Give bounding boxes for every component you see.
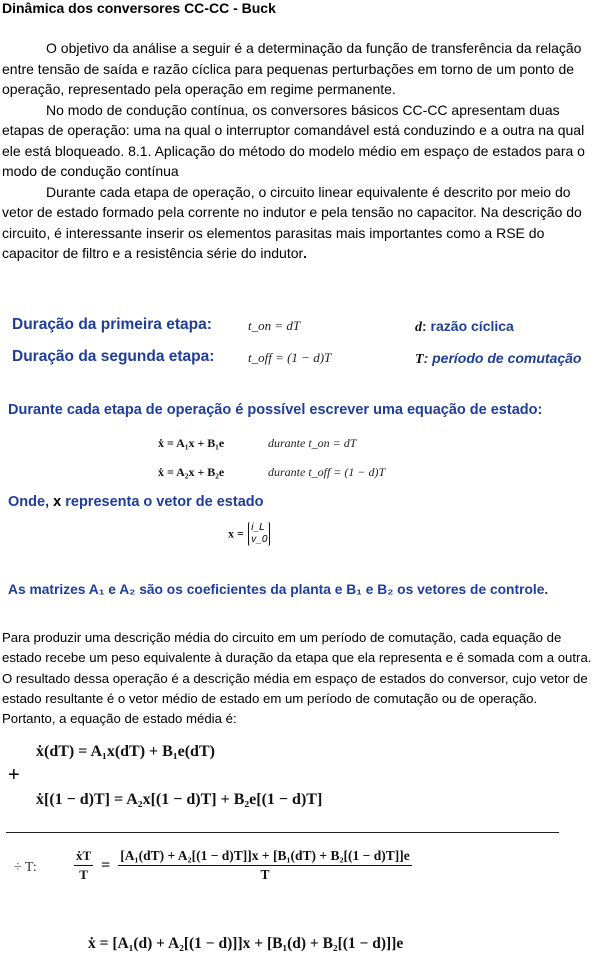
dur1-label: Duração da primeira etapa: — [12, 316, 212, 333]
divide-by-T-label: ÷ T: — [14, 860, 37, 875]
rhs-numerator: [A₁(dT) + A₂[(1 − d)T]]x + [B₁(dT) + B₂[(1 − d)T]]e — [118, 848, 411, 866]
paragraph-objective: O objetivo da análise a seguir é a determinação da função de transferência da relação entre tensão de saída e razão cíclica para pequenas perturbações em torno de um ponto de operação, representado pela operação em regime permanente. — [2, 40, 582, 97]
state-eq-1-condition: durante t_on = dT — [268, 436, 357, 450]
text-body — [2, 38, 592, 264]
rhs-fraction — [118, 848, 411, 883]
weighted-eq-2: ẋ[(1 − d)T] = A₂x[(1 − d)T] + B₂e[(1 − d)T] — [36, 791, 323, 808]
onde-prefix: Onde, — [8, 494, 50, 510]
matrices-note: As matrizes A₁ e A₂ são os coeficientes da planta e B₁ e B₂ os vetores de controle. — [8, 582, 549, 597]
state-eq-1: ẋ = A₁x + B₁e — [158, 436, 225, 450]
state-eq-2: ẋ = A₂x + B₂e — [158, 465, 225, 479]
T-description: : período de comutação — [423, 350, 582, 366]
final-average-equation: ẋ = [A₁(d) + A₂[(1 − d)]]x + [B₁(d) + B₂[(1 − d)]]e — [88, 935, 404, 952]
rhs-denominator: T — [260, 867, 270, 882]
onde-line — [8, 494, 263, 510]
paragraph-averaging: Para produzir uma descrição média do circuito em um período de comutação, cada equação de estado recebe um peso equivalente à duração da etapa que ela representa e é somada com a outra. O resultado dessa operação é a descrição média em espaço de estados do conversor, cujo vetor de estado resultante é o vetor médio de estado em um período de comutação ou de operação. Portanto, a equação de estado média é: — [2, 630, 592, 727]
dur2-equation: t_off = (1 − d)T — [248, 350, 332, 365]
paragraph-state-vector: Durante cada etapa de operação, o circuito linear equivalente é descrito por meio do vetor de estado formado pela corrente no indutor e pela tensão no capacitor. Na descrição do circuito, é interessante inserir os elementos parasitas mais importantes como a RSE do capacitor de filtro e a resistência série do indutor — [2, 183, 582, 261]
plus-sign: + — [8, 764, 20, 786]
state-vector-iL: i_L — [251, 522, 265, 533]
onde-suffix: representa o vetor de estado — [65, 494, 264, 510]
state-eq-2-condition: durante t_off = (1 − d)T — [268, 465, 386, 479]
averaged-fraction-equation — [74, 848, 412, 883]
weighted-eq-1: ẋ(dT) = A₁x(dT) + B₁e(dT) — [36, 743, 215, 760]
paragraph-modes: No modo de condução contínua, os conversores básicos CC-CC apresentam duas etapas de operação: uma na qual o interruptor comandável está conduzindo e a outra na qual ele está bloqueado. 8.1. Aplicação do método do modelo médio em espaço de estados para o modo de condução contínua — [2, 101, 585, 179]
state-vector-x: x = — [228, 526, 244, 541]
state-eq-heading: Durante cada etapa de operação é possível escrever uma equação de estado: — [8, 402, 543, 418]
onde-x: x — [53, 494, 62, 510]
lhs-numerator: ẋT — [74, 848, 93, 866]
paragraph-period: . — [303, 245, 308, 261]
T-symbol: T — [415, 352, 424, 367]
dur1-equation: t_on = dT — [248, 318, 301, 333]
state-vector-bracket — [248, 522, 270, 546]
equals-sign: = — [101, 856, 111, 874]
d-definition — [415, 318, 514, 336]
page-title: Dinâmica dos conversores CC-CC - Buck — [2, 0, 276, 16]
sum-divider — [6, 832, 559, 833]
state-vector-definition — [228, 522, 270, 546]
state-vector-v0: v_0 — [251, 534, 268, 545]
lhs-fraction — [74, 848, 93, 883]
d-symbol: d — [415, 320, 422, 335]
d-description: : razão cíclica — [422, 318, 514, 334]
lhs-denominator: T — [79, 867, 88, 882]
dur2-label: Duração da segunda etapa: — [12, 348, 215, 365]
T-definition — [415, 350, 581, 368]
